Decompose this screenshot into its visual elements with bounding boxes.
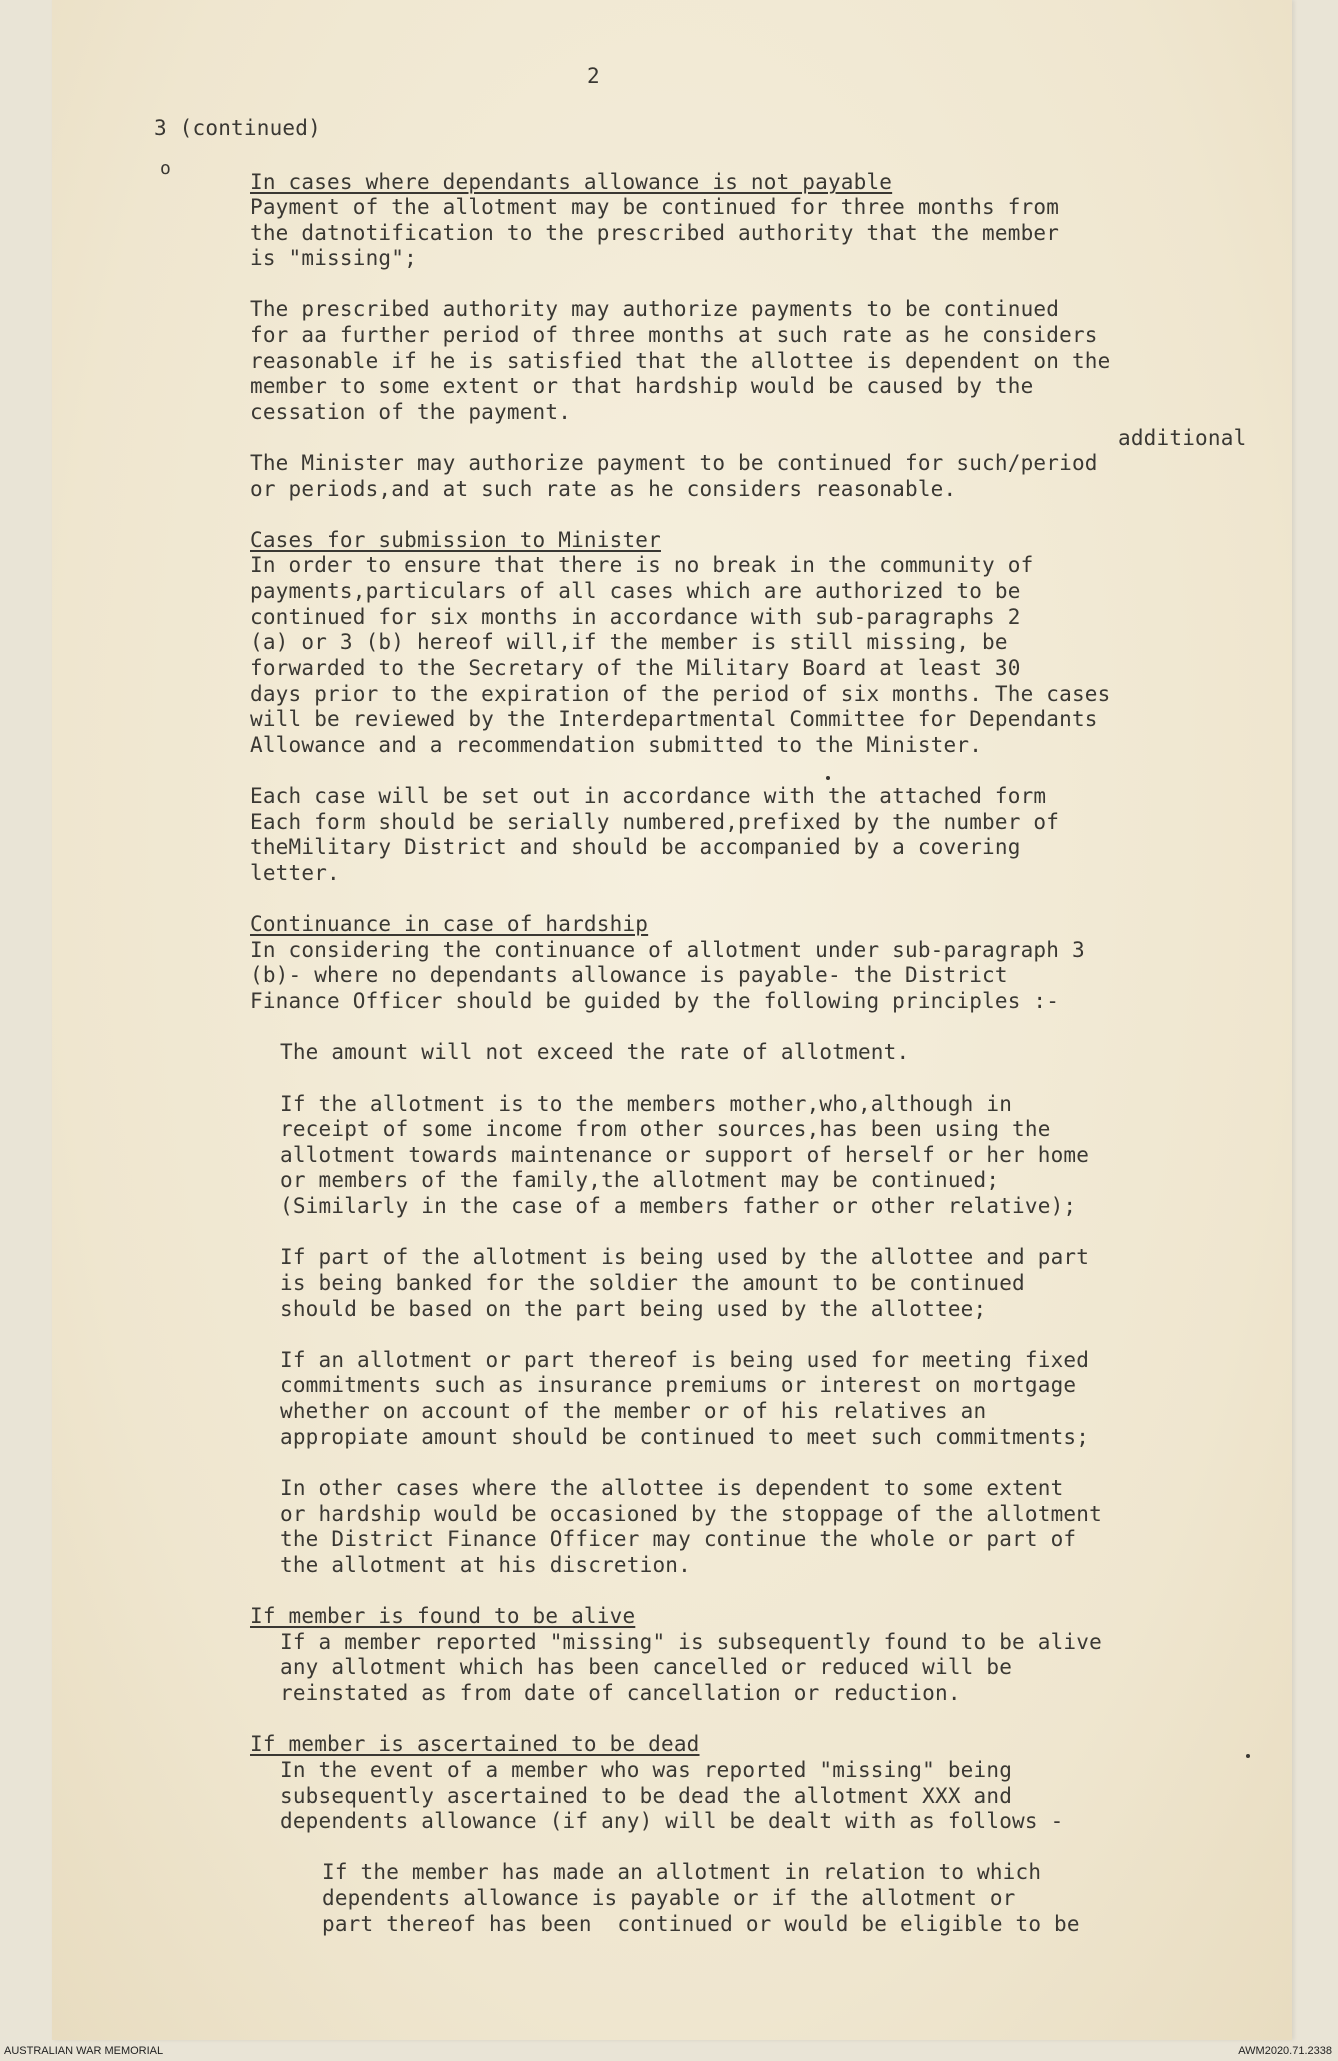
text-line: (a) or 3 (b) hereof will,if the member is still missing, be	[250, 630, 1008, 654]
text-line: days prior to the expiration of the period of six months. The cases	[250, 682, 1111, 706]
text-line: the District Finance Officer may continue the whole or part of	[280, 1527, 1077, 1551]
text-line: is "missing";	[250, 246, 417, 270]
text-line: If an allotment or part thereof is being used for meeting fixed	[280, 1348, 1090, 1372]
footer-item-id: AWM2020.71.2338	[1238, 2045, 1332, 2057]
stray-mark	[1246, 1754, 1250, 1758]
text-line: In the event of a member who was reported "missing" being	[280, 1758, 1013, 1782]
text-line: should be based on the part being used by the allottee;	[280, 1297, 987, 1321]
text-line: The amount will not exceed the rate of allotment.	[280, 1040, 910, 1064]
text-line: The prescribed authority may authorize payments to be continued	[250, 297, 1060, 321]
text-line: for aa further period of three months at such rate as he considers	[250, 323, 1098, 347]
text-line: dependents allowance is payable or if the allotment or	[322, 1886, 1016, 1910]
text-line: whether on account of the member or of his relatives an	[280, 1399, 987, 1423]
text-line: continued for six months in accordance with sub-paragraphs 2	[250, 605, 1021, 629]
text-line: Each case will be set out in accordance with the attached form	[250, 784, 1047, 808]
heading-found-alive: If member is found to be alive	[250, 1604, 636, 1628]
text-line: If the allotment is to the members mother,who,although in	[280, 1092, 1013, 1116]
text-line: commitments such as insurance premiums or interest on mortgage	[280, 1373, 1077, 1397]
text-line: or periods,and at such rate as he considers reasonable.	[250, 477, 957, 501]
text-line: forwarded to the Secretary of the Military Board at least 30	[250, 656, 1021, 680]
text-line: In other cases where the allottee is dependent to some extent	[280, 1476, 1064, 1500]
text-line: or hardship would be occasioned by the stoppage of the allotment	[280, 1502, 1102, 1526]
text-line: any allotment which has been cancelled or reduced will be	[280, 1655, 1013, 1679]
text-line: subsequently ascertained to be dead the allotment XXX and	[280, 1784, 1013, 1808]
text-line: If a member reported "missing" is subsequently found to be alive	[280, 1630, 1102, 1654]
text-line: In order to ensure that there is no break in the community of	[250, 553, 1034, 577]
text-line: letter.	[250, 861, 340, 885]
text-line: allotment towards maintenance or support of herself or her home	[280, 1143, 1090, 1167]
margin-mark: o	[160, 158, 172, 179]
text-line: In considering the continuance of allotment under sub-paragraph 3	[250, 938, 1085, 962]
text-line: payments,particulars of all cases which are authorized to be	[250, 579, 1021, 603]
text-line: appropiate amount should be continued to meet such commitments;	[280, 1425, 1090, 1449]
text-line: the datnotification to the prescribed authority that the member	[250, 221, 1060, 245]
text-line: is being banked for the soldier the amount to be continued	[280, 1271, 1025, 1295]
text-line: part thereof has been continued or would be eligible to be	[322, 1912, 1080, 1936]
text-line: (b)- where no dependants allowance is payable- the District	[250, 963, 1008, 987]
stray-mark	[826, 776, 830, 780]
text-line: dependents allowance (if any) will be dealt with as follows -	[280, 1809, 1064, 1833]
text-line: or members of the family,the allotment may be continued;	[280, 1168, 1000, 1192]
text-line: The Minister may authorize payment to be continued for such/period	[250, 451, 1098, 475]
text-line: member to some extent or that hardship would be caused by the	[250, 374, 1034, 398]
text-line: receipt of some income from other sources,has been using the	[280, 1117, 1051, 1141]
text-line: theMilitary District and should be accompanied by a covering	[250, 835, 1021, 859]
page-number: 2	[587, 64, 600, 88]
text-line: If part of the allotment is being used by the allottee and part	[280, 1245, 1090, 1269]
heading-not-payable: In cases where dependants allowance is not payable	[250, 170, 893, 194]
heading-submission-minister: Cases for submission to Minister	[250, 528, 661, 552]
handwritten-insertion: additional	[1118, 426, 1247, 450]
text-line: Payment of the allotment may be continued for three months from	[250, 195, 1060, 219]
text-line: If the member has made an allotment in relation to which	[322, 1860, 1042, 1884]
text-line: reinstated as from date of cancellation or reduction.	[280, 1681, 961, 1705]
text-line: Each form should be serially numbered,prefixed by the number of	[250, 810, 1060, 834]
footer-archive-name: AUSTRALIAN WAR MEMORIAL	[4, 2045, 164, 2057]
text-line: the allotment at his discretion.	[280, 1553, 691, 1577]
heading-ascertained-dead: If member is ascertained to be dead	[250, 1732, 700, 1756]
text-line: reasonable if he is satisfied that the allottee is dependent on the	[250, 349, 1111, 373]
text-line: Allowance and a recommendation submitted to the Minister.	[250, 733, 983, 757]
text-line: cessation of the payment.	[250, 400, 572, 424]
text-line: Finance Officer should be guided by the following principles :-	[250, 989, 1060, 1013]
heading-hardship: Continuance in case of hardship	[250, 912, 649, 936]
text-line: will be reviewed by the Interdepartmental Committee for Dependants	[250, 707, 1098, 731]
section-heading: 3 (continued)	[154, 116, 321, 140]
text-line: (Similarly in the case of a members father or other relative);	[280, 1194, 1077, 1218]
